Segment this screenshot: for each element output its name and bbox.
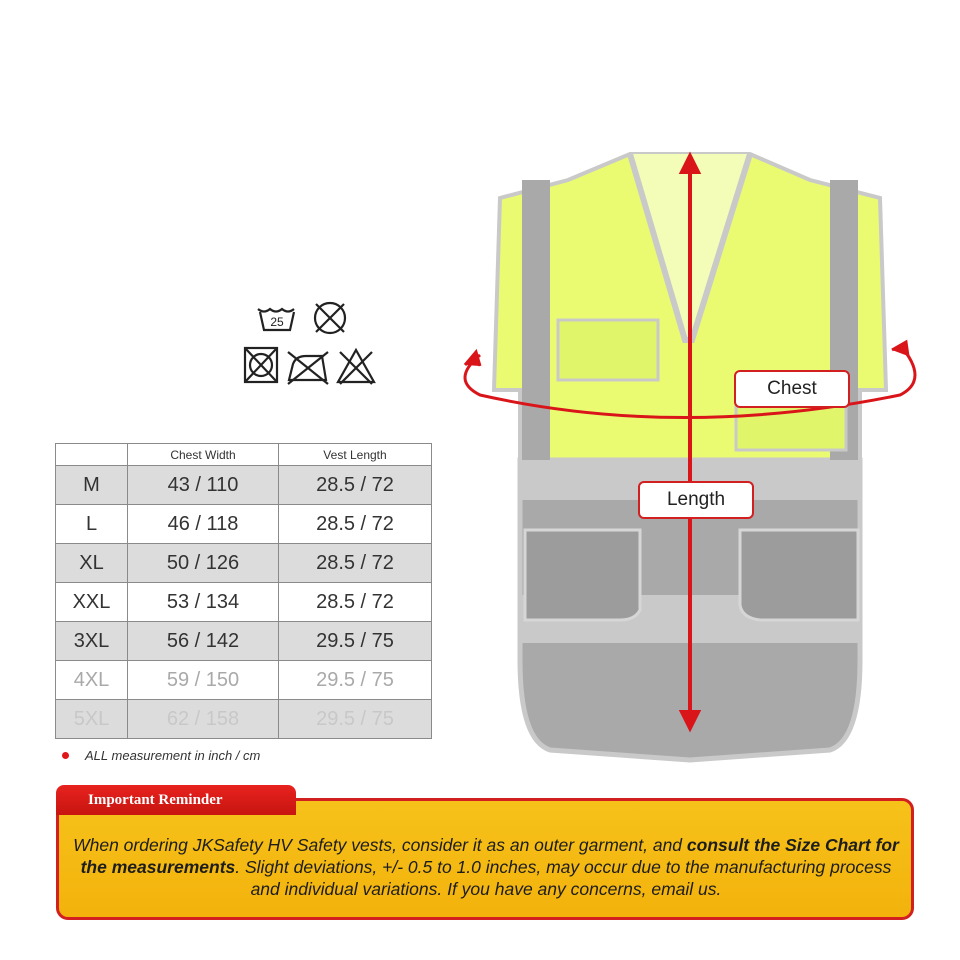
table-header-row — [56, 444, 432, 466]
chest-cell: 50 / 126 — [128, 544, 279, 583]
table-row — [56, 505, 432, 544]
table-row — [56, 583, 432, 622]
bullet-dot-icon — [62, 752, 69, 759]
size-cell: M — [56, 466, 128, 505]
chest-cell: 59 / 150 — [128, 661, 279, 700]
do-not-tumble-dry-icon — [245, 348, 277, 382]
table-row — [56, 661, 432, 700]
length-label-text: Length — [666, 489, 726, 510]
size-chart-table — [55, 443, 432, 739]
table-row — [56, 544, 432, 583]
header-vest-length: Vest Length — [279, 444, 432, 466]
measurement-note — [62, 748, 260, 763]
size-cell: 3XL — [56, 622, 128, 661]
chest-cell: 46 / 118 — [128, 505, 279, 544]
length-cell: 29.5 / 75 — [279, 661, 432, 700]
size-cell: XXL — [56, 583, 128, 622]
chest-label — [734, 370, 850, 408]
length-cell: 28.5 / 72 — [279, 583, 432, 622]
reminder-text-part2: . Slight deviations, +/- 0.5 to 1.0 inches, may occur due to the manufacturing process and individual variations. If you have any concerns, email us. — [235, 857, 892, 899]
header-size — [56, 444, 128, 466]
care-symbols — [240, 296, 380, 390]
table-row — [56, 700, 432, 739]
chest-cell: 53 / 134 — [128, 583, 279, 622]
size-cell: 4XL — [56, 661, 128, 700]
length-cell: 28.5 / 72 — [279, 466, 432, 505]
chest-cell: 43 / 110 — [128, 466, 279, 505]
chest-cell: 62 / 158 — [128, 700, 279, 739]
do-not-bleach-triangle-icon — [338, 350, 374, 384]
do-not-bleach-icon — [315, 303, 345, 333]
size-cell: 5XL — [56, 700, 128, 739]
reminder-text-bold: consult the Size Chart for the measurements — [80, 835, 899, 877]
wash-25-icon — [258, 309, 294, 330]
chest-cell: 56 / 142 — [128, 622, 279, 661]
reminder-title: Important Reminder — [56, 785, 296, 815]
length-label — [638, 481, 754, 519]
chest-label-text: Chest — [767, 378, 817, 399]
do-not-iron-icon — [288, 352, 328, 384]
length-cell: 29.5 / 75 — [279, 622, 432, 661]
length-cell: 28.5 / 72 — [279, 505, 432, 544]
safety-vest-illustration — [440, 140, 940, 780]
size-cell: XL — [56, 544, 128, 583]
size-cell: L — [56, 505, 128, 544]
table-row — [56, 622, 432, 661]
reminder-text — [70, 834, 902, 900]
length-cell: 29.5 / 75 — [279, 700, 432, 739]
header-chest-width: Chest Width — [128, 444, 279, 466]
measurement-note-text: ALL measurement in inch / cm — [85, 748, 261, 763]
wash-temp: 25 — [270, 315, 284, 329]
reminder-text-part1: When ordering JKSafety HV Safety vests, consider it as an outer garment, and — [73, 835, 687, 855]
table-row — [56, 466, 432, 505]
length-cell: 28.5 / 72 — [279, 544, 432, 583]
